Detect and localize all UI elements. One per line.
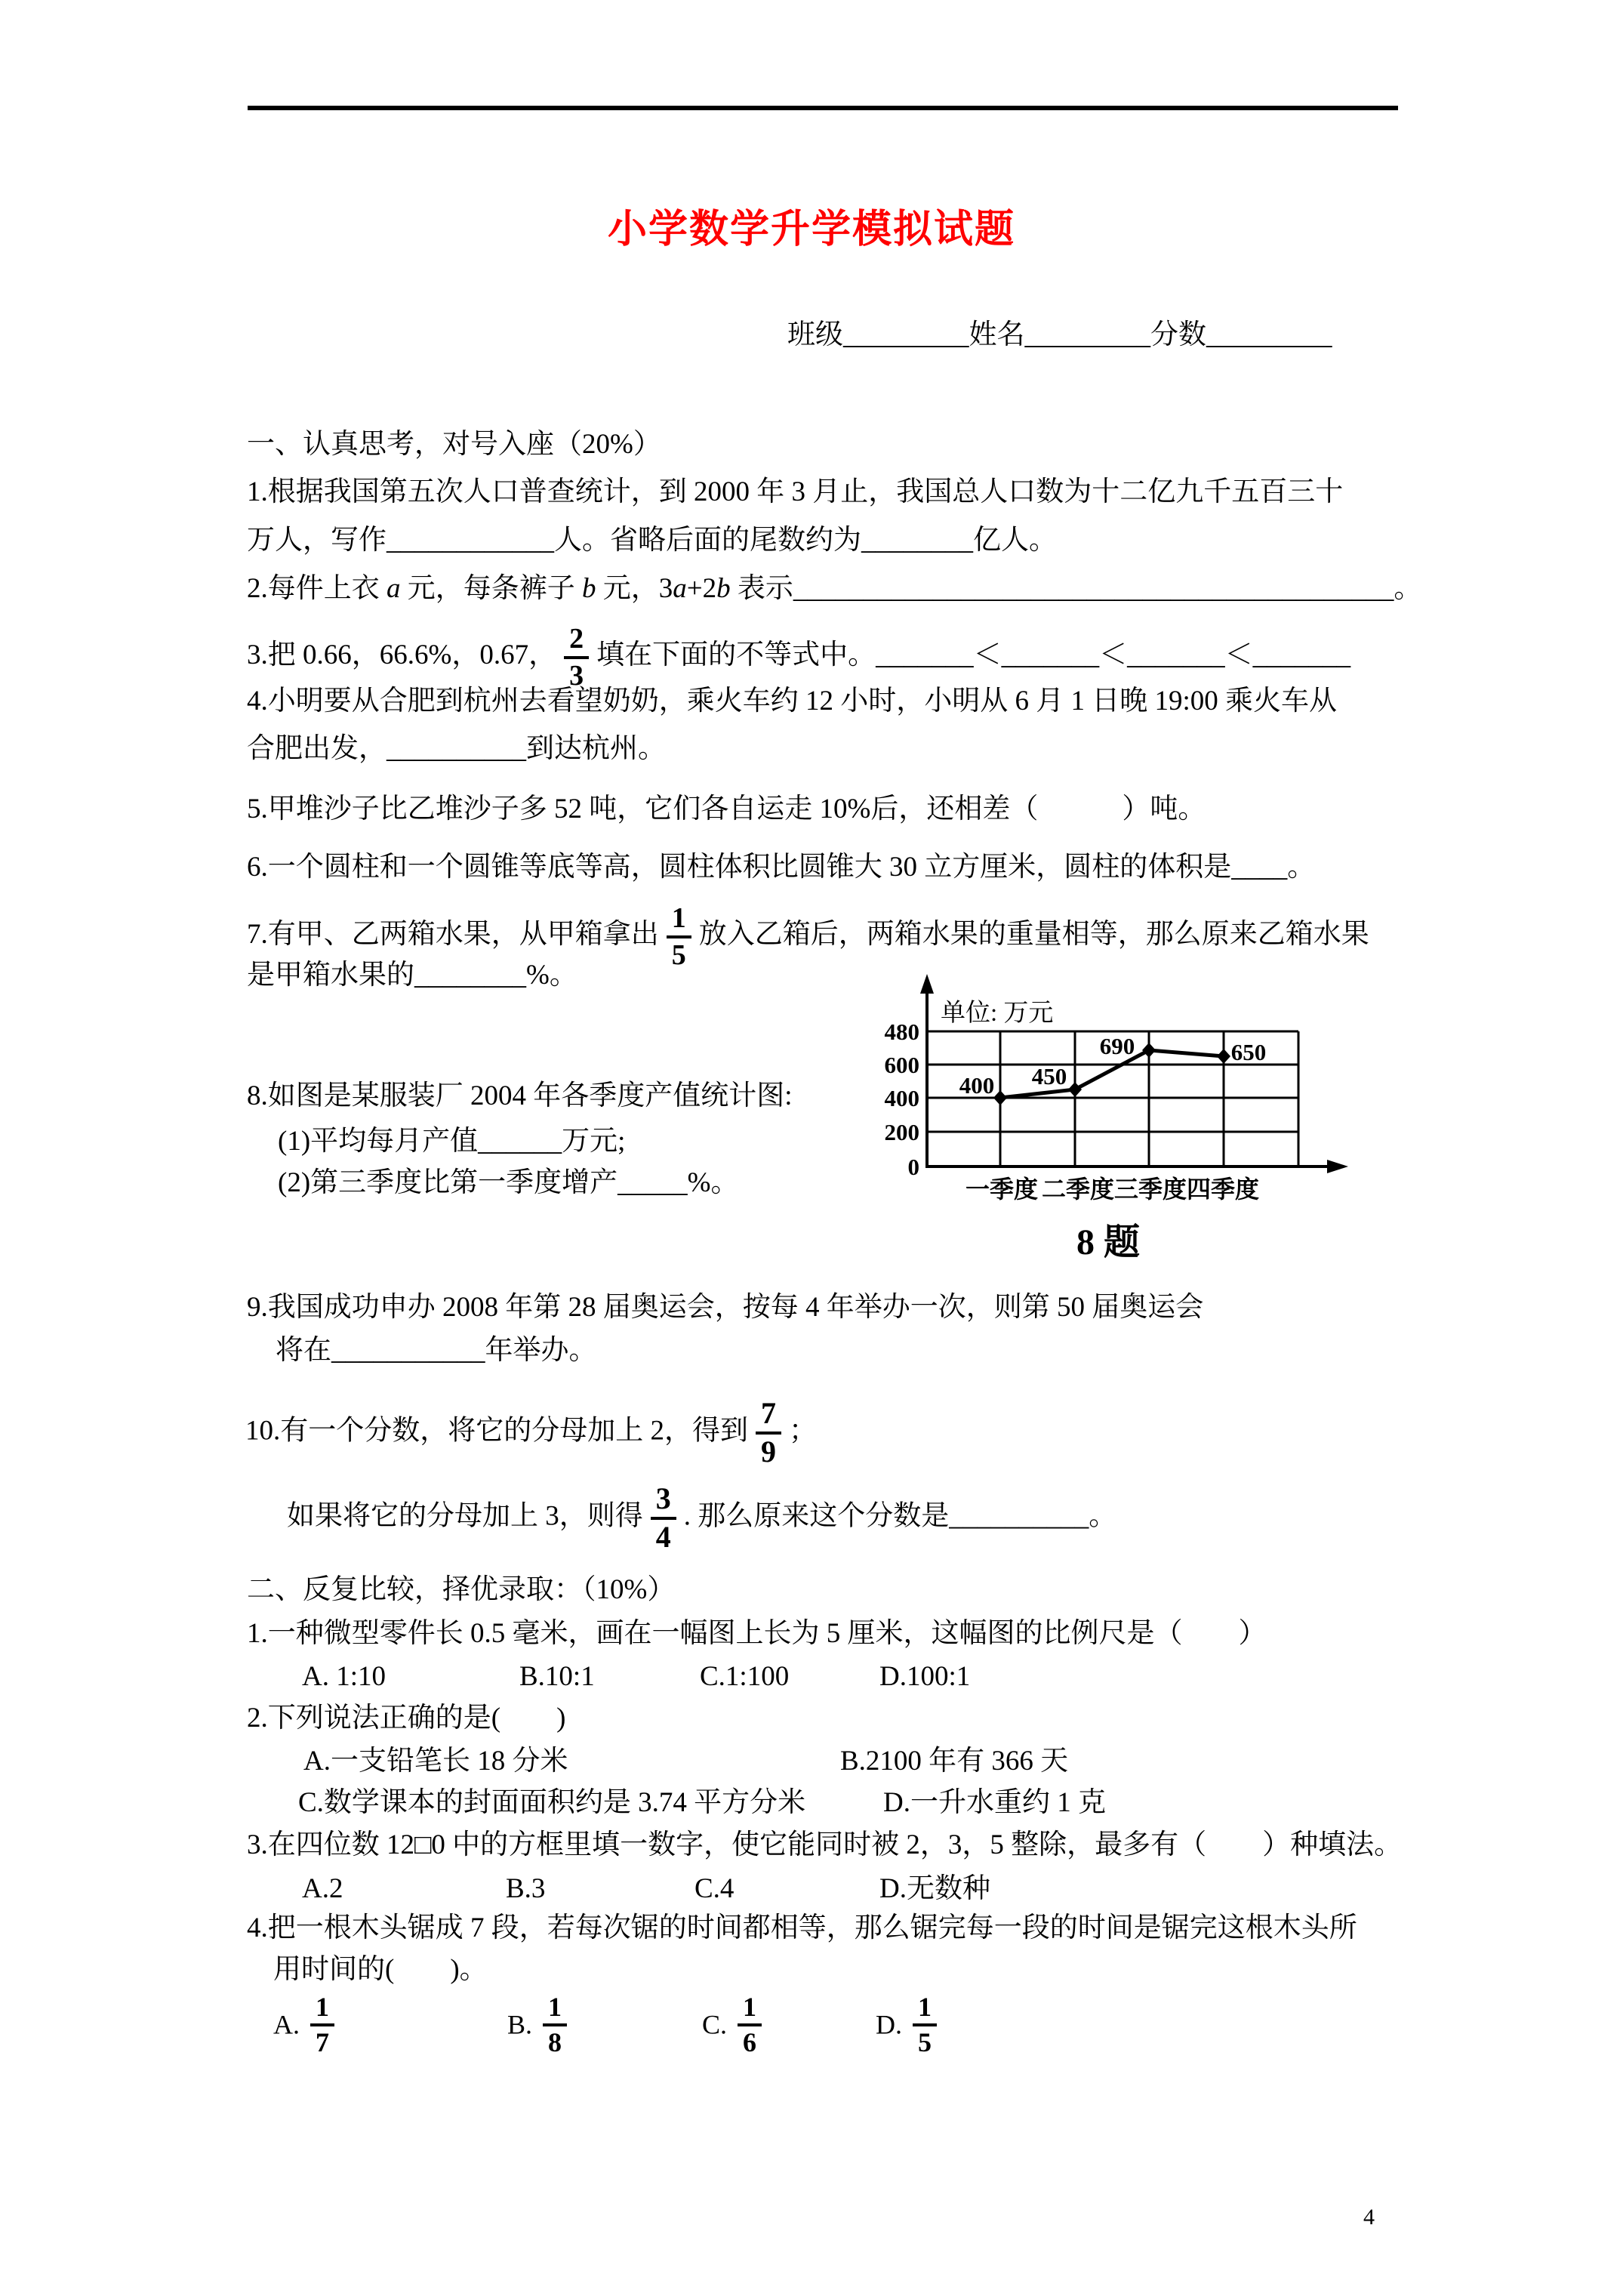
s2-q4-options (0, 1993, 1623, 2076)
x-axis (925, 1160, 1348, 1173)
page-number: 4 (1363, 2205, 1375, 2230)
y-axis (920, 974, 934, 1168)
s2-q2-option-d: D.一升水重约 1 克 (883, 1787, 1106, 1818)
fraction-denominator: 3 (569, 659, 584, 692)
fraction-1-5 (667, 904, 691, 970)
s2-q1-option-c: C.1:100 (700, 1661, 790, 1692)
q4-line1: 4.小明要从合肥到杭州去看望奶奶，乘火车约 12 小时，小明从 6 月 1 日晚 19:00 乘火车从 (247, 686, 1338, 717)
q10-l2-text-pre: 如果将它的分母加上 3，则得 (287, 1500, 643, 1532)
fraction-numerator: 1 (543, 1993, 567, 2026)
s2-q4-option-d (876, 1993, 937, 2056)
option-letter: A. (273, 2009, 300, 2040)
y-tick-labels (885, 1019, 920, 1180)
s2-q2-line: 2.下列说法正确的是( ) (247, 1703, 566, 1734)
page-title: 小学数学升学模拟试题 (607, 208, 1015, 251)
q1-line1: 1.根据我国第五次人口普查统计，到 2000 年 3 月止，我国总人口数为十二亿九千五百三十 (247, 476, 1344, 507)
q2-text: 2.每件上衣 (247, 573, 387, 604)
q2-text: +2 (686, 573, 717, 604)
q8-sub1: (1)平均每月产值______万元; (278, 1126, 626, 1157)
fraction-denominator: 9 (761, 1434, 776, 1469)
q9-line1: 9.我国成功申办 2008 年第 28 届奥运会，按每 4 年举办一次，则第 50 届奥运会 (247, 1292, 1204, 1323)
s2-q1-option-b: B.10:1 (519, 1661, 595, 1692)
q10-l2-text-post: . 那么原来这个分数是__________。 (683, 1500, 1117, 1532)
section1-heading: 一、认真思考，对号入座（20%） (247, 429, 661, 460)
category-label: 一季度 (965, 1176, 1039, 1203)
q4-line2: 合肥出发，__________到达杭州。 (247, 733, 666, 764)
x-category-labels (965, 1176, 1259, 1203)
q2-var-b: b (582, 573, 596, 604)
category-label: 二季度 (1041, 1176, 1115, 1203)
fraction-1-5 (913, 1993, 937, 2056)
q3-line (247, 624, 1350, 691)
fraction-numerator: 1 (667, 904, 691, 938)
q2-text: 表示___________________________________________。 (730, 573, 1422, 604)
fraction-1-6 (738, 1993, 762, 2056)
fraction-numerator: 7 (756, 1398, 781, 1435)
fraction-numerator: 1 (310, 1993, 334, 2026)
y-tick-label: 600 (884, 1052, 919, 1078)
fraction-numerator: 1 (738, 1993, 762, 2026)
fraction-denominator: 7 (316, 2026, 329, 2057)
data-point-marker (1217, 1049, 1230, 1064)
q10-line1 (245, 1398, 817, 1468)
s2-q1-option-a: A. 1:10 (302, 1661, 386, 1692)
s2-q4-option-a (273, 1993, 334, 2056)
point-label: 690 (1099, 1033, 1135, 1059)
x-axis-arrow-icon (1327, 1160, 1348, 1173)
chart-unit-label: 单位: 万元 (941, 1000, 1054, 1027)
fraction-denominator: 4 (655, 1519, 671, 1554)
fraction-1-7 (310, 1993, 334, 2056)
top-rule (248, 106, 1398, 110)
fraction-denominator: 5 (918, 2026, 932, 2057)
q8-line-chart (876, 966, 1374, 1223)
s2-q3-option-a: A.2 (302, 1873, 343, 1904)
fraction-7-9 (756, 1398, 781, 1468)
q3-text-post: 填在下面的不等式中。_______＜_______＜_______＜_______ (596, 639, 1351, 671)
q7-line2: 是甲箱水果的________%。 (247, 960, 577, 991)
fraction-denominator: 5 (671, 938, 686, 971)
option-letter: D. (876, 2009, 902, 2040)
q7-text-post: 放入乙箱后，两箱水果的重量相等，那么原来乙箱水果 (698, 919, 1369, 951)
s2-q3-option-b: B.3 (506, 1873, 546, 1904)
q10-text-mid: ； (789, 1415, 817, 1447)
q7-text-pre: 7.有甲、乙两箱水果，从甲箱拿出 (247, 919, 659, 951)
data-point-marker (993, 1090, 1007, 1105)
fraction-denominator: 8 (548, 2026, 562, 2057)
s2-q1-line: 1.一种微型零件长 0.5 毫米，画在一幅图上长为 5 厘米，这幅图的比例尺是（ ） (247, 1618, 1267, 1649)
section2-heading: 二、反复比较，择优录取：（10%） (247, 1574, 676, 1605)
point-label: 400 (959, 1072, 995, 1099)
s2-q3-option-c: C.4 (694, 1873, 735, 1904)
point-label: 450 (1031, 1063, 1067, 1089)
q9-line2: 将在___________年举办。 (276, 1335, 597, 1366)
q8-line1: 8.如图是某服装厂 2004 年各季度产值统计图: (247, 1080, 793, 1111)
q2-text: 元，3 (596, 573, 673, 604)
s2-q2-option-c: C.数学课本的封面面积约是 3.74 平方分米 (298, 1787, 806, 1818)
s2-q4-option-b (507, 1993, 567, 2056)
fraction-numerator: 2 (564, 624, 589, 659)
student-fields: 班级_________姓名_________分数_________ (787, 319, 1332, 350)
option-letter: B. (507, 2009, 533, 2040)
category-label: 四季度 (1186, 1176, 1260, 1203)
data-point-marker (1068, 1082, 1082, 1097)
q10-line2 (287, 1481, 1117, 1554)
fraction-3-4 (651, 1481, 676, 1554)
fraction-denominator: 6 (743, 2026, 757, 2057)
chart-caption: 8 题 (1076, 1222, 1140, 1262)
fraction-numerator: 3 (651, 1484, 676, 1520)
q2-text: 元，每条裤子 (400, 573, 582, 604)
s2-q4-option-c (702, 1993, 762, 2056)
q10-text-pre: 10.有一个分数，将它的分母加上 2，得到 (245, 1415, 748, 1447)
y-tick-label: 200 (884, 1119, 919, 1145)
q2-var-a: a (387, 573, 401, 604)
q8-sub2: (2)第三季度比第一季度增产_____%。 (278, 1167, 739, 1198)
s2-q4-line2: 用时间的( )。 (273, 1954, 488, 1985)
point-label: 650 (1230, 1039, 1267, 1065)
fraction-2-3 (564, 624, 589, 691)
q3-text-pre: 3.把 0.66，66.6%，0.67， (247, 639, 557, 671)
s2-q3-line: 3.在四位数 12□0 中的方框里填一数字，使它能同时被 2，3，5 整除，最多有（ ）种填法。 (247, 1829, 1403, 1860)
y-tick-label: 480 (884, 1019, 919, 1045)
y-tick-label: 400 (884, 1085, 919, 1111)
option-letter: C. (702, 2009, 728, 2040)
s2-q4-line1: 4.把一根木头锯成 7 段，若每次锯的时间都相等，那么锯完每一段的时间是锯完这根木头所 (247, 1912, 1357, 1943)
y-tick-label: 0 (907, 1154, 919, 1180)
y-axis-arrow-icon (920, 974, 934, 994)
q2-var-b2: b (716, 573, 731, 604)
data-point-marker (1142, 1043, 1156, 1058)
q2-line (247, 571, 1421, 607)
q2-var-a2: a (673, 573, 687, 604)
q5-line: 5.甲堆沙子比乙堆沙子多 52 吨，它们各自运走 10%后，还相差（ ）吨。 (247, 794, 1206, 824)
s2-q2-option-b: B.2100 年有 366 天 (840, 1746, 1069, 1777)
category-label: 三季度 (1113, 1176, 1187, 1203)
fraction-numerator: 1 (913, 1993, 937, 2026)
fraction-1-8 (543, 1993, 567, 2056)
s2-q2-option-a: A.一支铅笔长 18 分米 (303, 1746, 568, 1777)
q1-line2: 万人，写作____________人。省略后面的尾数约为________亿人。 (247, 525, 1057, 556)
q6-line: 6.一个圆柱和一个圆锥等底等高，圆柱体积比圆锥大 30 立方厘米，圆柱的体积是____。 (247, 852, 1316, 883)
s2-q1-option-d: D.100:1 (879, 1661, 971, 1692)
s2-q3-option-d: D.无数种 (879, 1873, 990, 1904)
